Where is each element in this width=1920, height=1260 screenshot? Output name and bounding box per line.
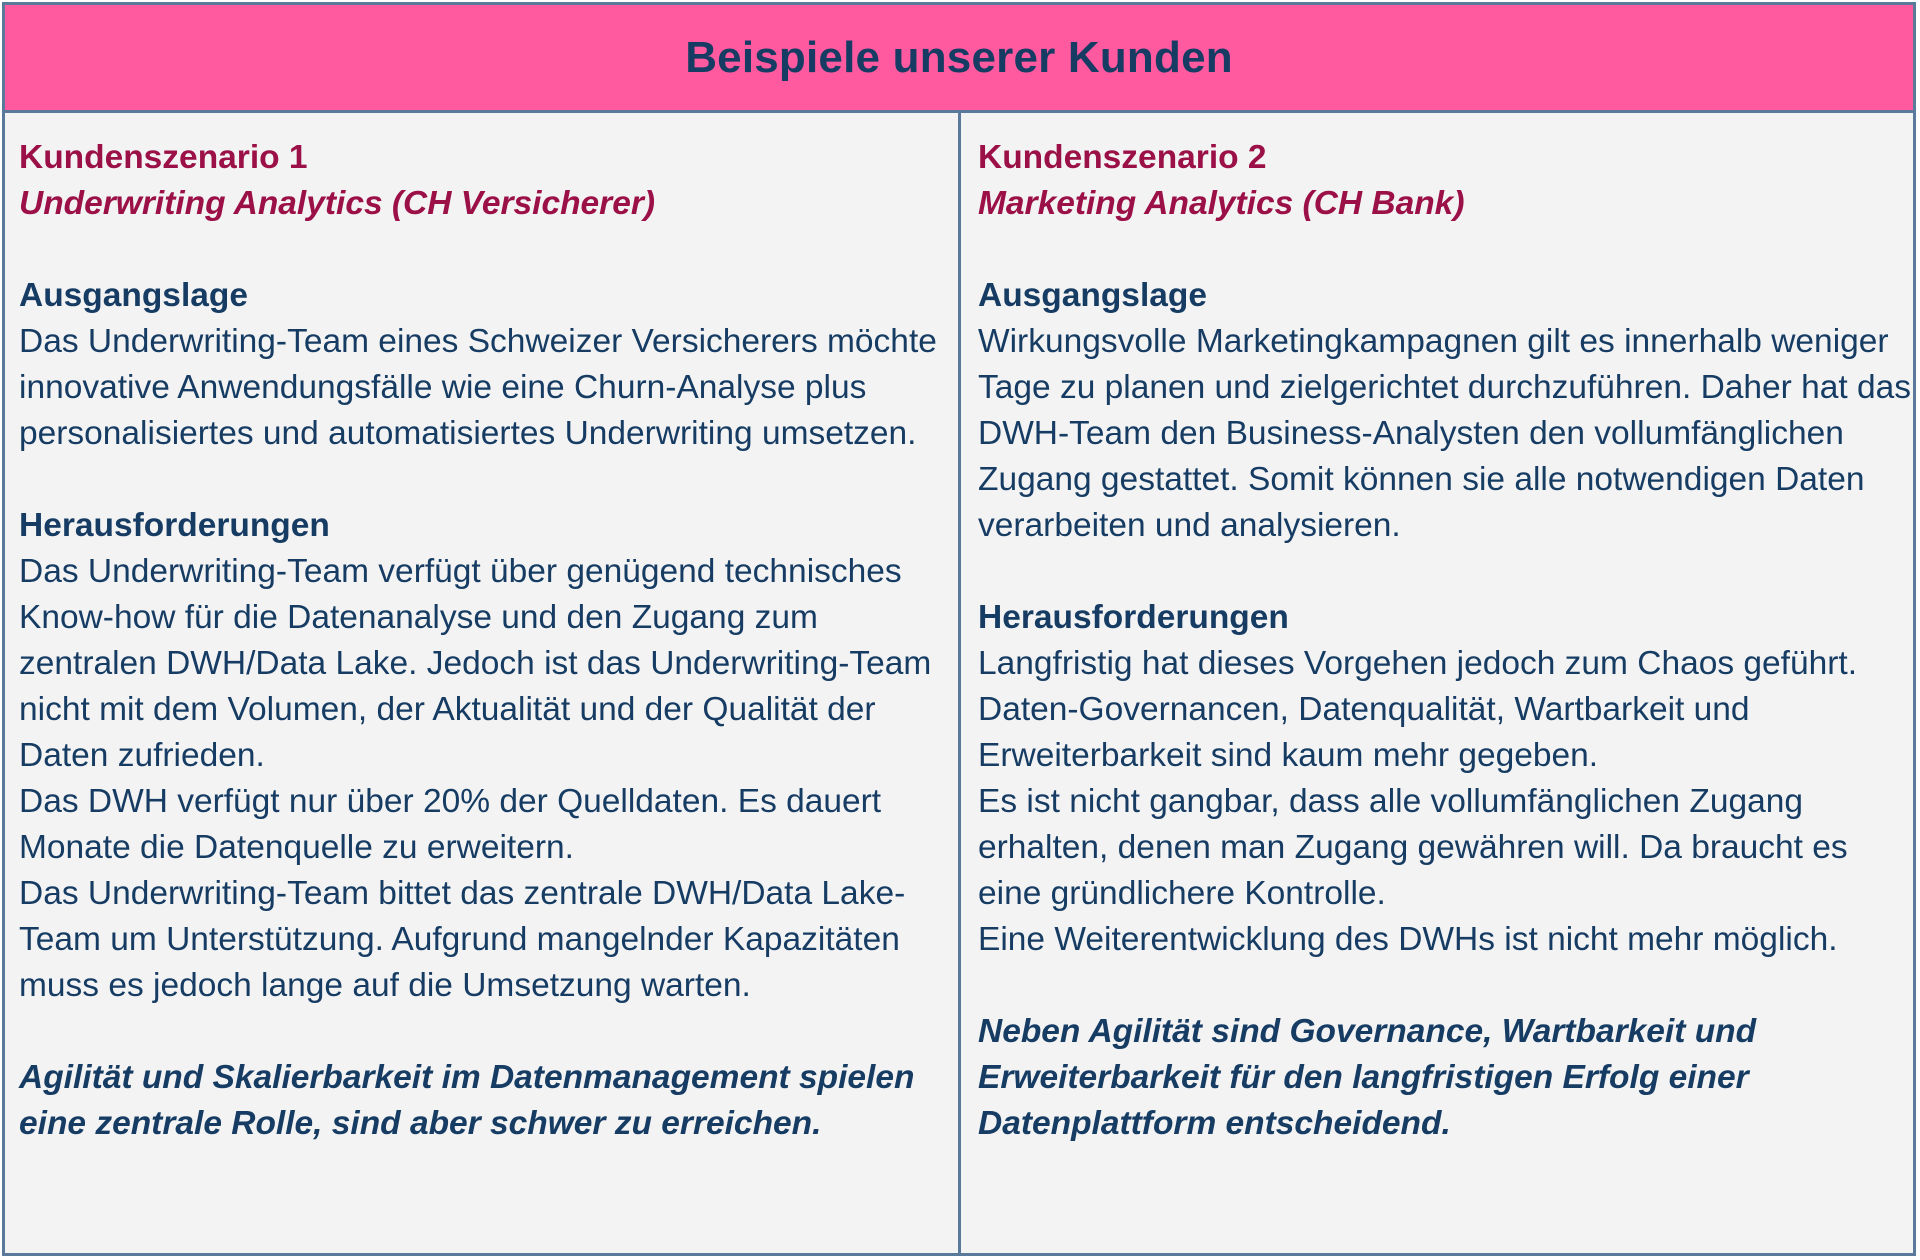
scenario-2-column bbox=[961, 113, 1913, 1253]
page-title: Beispiele unserer Kunden bbox=[685, 32, 1233, 82]
scenario-1-challenges-heading: Herausforderungen bbox=[19, 507, 330, 544]
table-header bbox=[5, 5, 1913, 113]
scenario-2-challenges-heading: Herausforderungen bbox=[978, 599, 1289, 636]
spacer bbox=[19, 1009, 958, 1055]
customer-examples-table bbox=[2, 2, 1916, 1256]
scenario-2-situation-heading: Ausgangslage bbox=[978, 277, 1207, 314]
scenario-1-challenge-2: Das DWH verfügt nur über 20% der Quelldaten. Es dauert Monate die Datenquelle zu erweitern. bbox=[19, 783, 882, 866]
scenario-2-conclusion: Neben Agilität sind Governance, Wartbarkeit und Erweiterbarkeit für den langfristigen Erfolg einer Datenplattform entscheidend. bbox=[978, 1013, 1757, 1142]
scenario-2-challenge-3: Eine Weiterentwicklung des DWHs ist nicht mehr möglich. bbox=[978, 921, 1838, 958]
scenario-1-subtitle: Underwriting Analytics (CH Versicherer) bbox=[19, 185, 656, 222]
spacer bbox=[978, 963, 1913, 1009]
scenario-2-challenge-1: Langfristig hat dieses Vorgehen jedoch zum Chaos geführt. Daten-Governancen, Datenqualität, Wartbarkeit und Erweiterbarkeit sind kaum mehr gegeben. bbox=[978, 645, 1857, 774]
spacer bbox=[19, 227, 958, 273]
scenario-2-subtitle: Marketing Analytics (CH Bank) bbox=[978, 185, 1465, 222]
scenario-2-title: Kundenszenario 2 bbox=[978, 139, 1267, 176]
spacer bbox=[978, 227, 1913, 273]
scenario-1-challenge-1: Das Underwriting-Team verfügt über genügend technisches Know-how für die Datenanalyse und den Zugang zum zentralen DWH/Data Lake. Jedoch ist das Underwriting-Team nicht mit dem Volumen, der Aktualität und der Qualität der Daten zufrieden. bbox=[19, 553, 932, 774]
spacer bbox=[19, 457, 958, 503]
scenario-2-challenge-2: Es ist nicht gangbar, dass alle vollumfänglichen Zugang erhalten, denen man Zugang gewähren will. Da braucht es eine gründlichere Kontrolle. bbox=[978, 783, 1848, 912]
scenario-1-column bbox=[5, 113, 961, 1253]
scenario-1-situation-text: Das Underwriting-Team eines Schweizer Versicherers möchte innovative Anwendungsfälle wie eine Churn-Analyse plus personalisiertes und automatisiertes Underwriting umsetzen. bbox=[19, 323, 937, 452]
scenario-1-title: Kundenszenario 1 bbox=[19, 139, 308, 176]
scenario-2-situation-text: Wirkungsvolle Marketingkampagnen gilt es innerhalb weniger Tage zu planen und zielgerichtet durchzuführen. Daher hat das DWH-Team den Business-Analysten den vollumfänglichen Zugang gestattet. Somit können sie alle notwendigen Daten verarbeiten und analysieren. bbox=[978, 323, 1912, 544]
scenario-1-situation-heading: Ausgangslage bbox=[19, 277, 248, 314]
scenario-1-conclusion: Agilität und Skalierbarkeit im Datenmanagement spielen eine zentrale Rolle, sind aber schwer zu erreichen. bbox=[19, 1059, 915, 1142]
scenario-1-challenge-3: Das Underwriting-Team bittet das zentrale DWH/Data Lake-Team um Unterstützung. Aufgrund mangelnder Kapazitäten muss es jedoch lange auf die Umsetzung warten. bbox=[19, 875, 906, 1004]
spacer bbox=[978, 549, 1913, 595]
